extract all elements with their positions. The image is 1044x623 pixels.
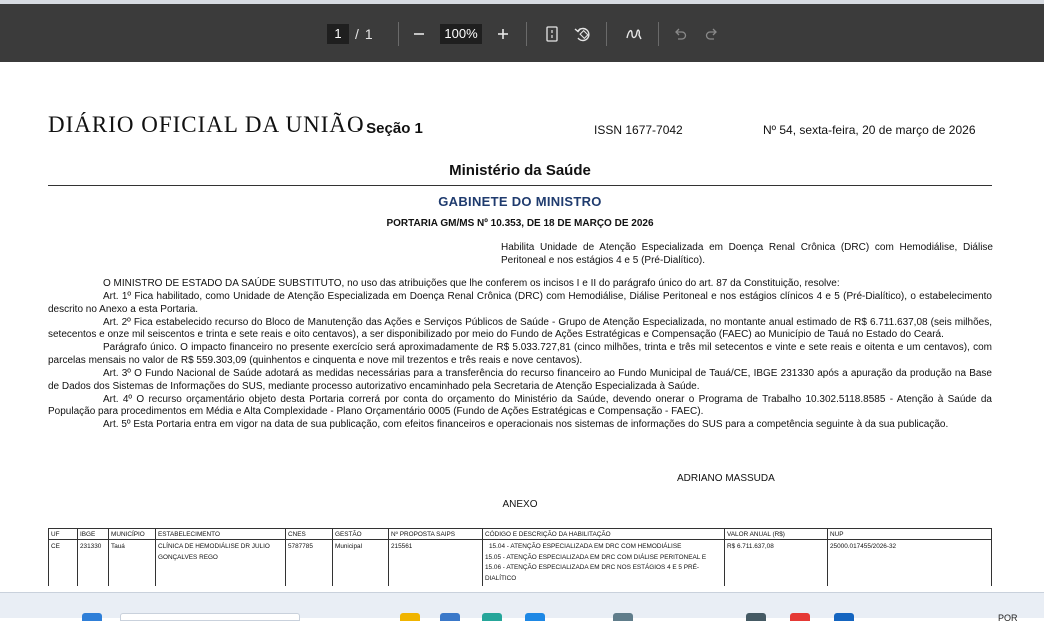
annex-header-row (49, 529, 992, 540)
os-taskbar (0, 592, 1044, 623)
table-row (49, 540, 992, 587)
paragraph-art2: Art. 2º Fica estabelecido recurso do Bloco de Manutenção das Ações e Serviços Públicos de Saúde - Grupo de Atenção Especializada, no montante anual estimado de R$ 6.711.637,08 (seis milhões, setecentos e onze mil seiscentos e trinta e sete reais e oito centavos), a ser disponibilizado por meio do Fundo de Ações Estratégicas e Compensação (FAEC) ao Município de Tauá no Estado do Ceará. (48, 316, 992, 341)
col-estabelecimento: ESTABELECIMENTO (156, 529, 286, 540)
cell-habilitacao (483, 540, 725, 587)
page-total: 1 (364, 26, 373, 42)
cell-gestao: Municipal (333, 540, 389, 587)
taskbar-app[interactable] (525, 613, 545, 621)
draw-button[interactable] (624, 22, 644, 46)
cell-cnes: 5787785 (286, 540, 333, 587)
portaria-title: PORTARIA GM/MS Nº 10.353, DE 18 DE MARÇO DE 2026 (386, 218, 654, 229)
paragraph-preamble: O MINISTRO DE ESTADO DA SAÚDE SUBSTITUTO, no uso das atribuições que lhe conferem os incisos I e II do parágrafo único do art. 87 da Constituição, resolve: (103, 278, 840, 289)
annex-title: ANEXO (502, 499, 538, 510)
zoom-level-input[interactable]: 100% (440, 24, 482, 44)
signature: ADRIANO MASSUDA (677, 473, 775, 484)
redo-icon (705, 28, 719, 40)
portaria-body (48, 278, 992, 432)
tray-language[interactable]: POR (998, 613, 1018, 623)
heading-rule (48, 185, 992, 186)
zoom-in-button[interactable] (494, 22, 512, 46)
taskbar-app-active[interactable] (790, 613, 810, 621)
cell-nup: 25000.017455/2026-32 (828, 540, 992, 587)
cell-ibge: 231330 (78, 540, 109, 587)
col-habilitacao: CÓDIGO E DESCRIÇÃO DA HABILITAÇÃO (483, 529, 725, 540)
col-uf: UF (49, 529, 78, 540)
issn: ISSN 1677-7042 (594, 123, 683, 137)
cell-valor: R$ 6.711.637,08 (725, 540, 828, 587)
habilitacao-line: DIALÍTICO (485, 574, 517, 582)
toolbar-divider (398, 22, 399, 46)
cell-municipio: Tauá (109, 540, 156, 587)
pdf-toolbar (0, 4, 1044, 62)
zoom-out-icon (413, 28, 425, 40)
taskbar-app-explorer[interactable] (400, 613, 420, 621)
cabinet-heading: GABINETE DO MINISTRO (438, 194, 602, 209)
cell-uf: CE (49, 540, 78, 587)
redo-button[interactable] (703, 22, 721, 46)
rotate-button[interactable] (573, 22, 593, 46)
taskbar-app[interactable] (746, 613, 766, 621)
col-gestao: GESTÃO (333, 529, 389, 540)
section-label: - Seção 1 (357, 120, 423, 137)
taskbar-app[interactable] (834, 613, 854, 621)
habilitacao-line: 15.04 - ATENÇÃO ESPECIALIZADA EM DRC COM HEMODIÁLISE (489, 543, 682, 550)
col-ibge: IBGE (78, 529, 109, 540)
ministry-heading: Ministério da Saúde (449, 162, 591, 179)
fit-page-icon (546, 26, 558, 42)
ementa: Habilita Unidade de Atenção Especializada em Doença Renal Crônica (DRC) com Hemodiálise, Diálise Peritoneal e nos estágios 4 e 5 (Pré-Dialítico). (501, 242, 993, 266)
page-separator: / (355, 26, 359, 42)
col-municipio: MUNICÍPIO (109, 529, 156, 540)
rotate-icon (574, 26, 592, 42)
col-valor: VALOR ANUAL (R$) (725, 529, 828, 540)
undo-icon (673, 28, 687, 40)
habilitacao-line: 15.06 - ATENÇÃO ESPECIALIZADA EM DRC NOS ESTÁGIOS 4 E 5 PRÉ- (485, 564, 700, 571)
toolbar-divider (606, 22, 607, 46)
paragraph-art3: Art. 3º O Fundo Nacional de Saúde adotará as medidas necessárias para a transferência do recurso financeiro ao Fundo Municipal de Tauá/CE, IBGE 231330 após a apuração da produção na Base de Dados dos Sistemas de Informações do SUS, mediante processo autorizativo encaminhado pela Secretaria de Atenção Especializada à Saúde. (48, 367, 992, 392)
taskbar-app[interactable] (482, 613, 502, 621)
toolbar-divider (526, 22, 527, 46)
col-nup: NUP (828, 529, 992, 540)
paragraph-art1: Art. 1º Fica habilitado, como Unidade de Atenção Especializada em Doença Renal Crônica (DRC) com Hemodiálise, Diálise Peritoneal e nos estágios clínicos 4 e 5 (Pré-Dialítico), o estabelecimento descrito no Anexo a esta Portaria. (48, 290, 992, 315)
habilitacao-line: 15.05 - ATENÇÃO ESPECIALIZADA EM DRC COM DIÁLISE PERITONEAL E (485, 553, 707, 561)
undo-button[interactable] (671, 22, 689, 46)
taskbar-app[interactable] (440, 613, 460, 621)
taskbar-app[interactable] (613, 613, 633, 621)
cell-proposta: 215561 (389, 540, 483, 587)
zoom-in-icon (497, 28, 509, 40)
fit-page-button[interactable] (543, 22, 561, 46)
paragraph-art5: Art. 5º Esta Portaria entra em vigor na data de sua publicação, com efeitos financeiros e operacionais nos sistemas de informações do SUS para a competência seguinte à da sua publicação. (103, 419, 949, 431)
paragraph-sole: Parágrafo único. O impacto financeiro no presente exercício será aproximadamente de R$ 5.033.727,81 (cinco milhões, trinta e três mil setecentos e vinte e sete reais e oitenta e um centavos), com parcelas mensais no valor de R$ 559.303,09 (quinhentos e cinquenta e nove mil trezentos e três reais e nove centavos). (48, 342, 992, 367)
taskbar-search-box[interactable] (120, 613, 300, 621)
newspaper-title: DIÁRIO OFICIAL DA UNIÃO (48, 112, 365, 137)
page-indicator (327, 24, 373, 44)
page-number-input[interactable]: 1 (327, 24, 349, 44)
paragraph-art4: Art. 4º O recurso orçamentário objeto desta Portaria correrá por conta do orçamento do Ministério da Saúde, devendo onerar o Programa de Trabalho 10.302.5118.8585 - Atenção à Saúde da População para procedimentos em Média e Alta Complexidade - Plano Orçamentário 0005 (Fundo de Ações Estratégicas e Compensação - FAEC). (48, 393, 992, 418)
annex-table (48, 528, 992, 586)
zoom-out-button[interactable] (410, 22, 428, 46)
toolbar-divider (658, 22, 659, 46)
cell-estabelecimento: CLÍNICA DE HEMODIÁLISE DR JULIO GONÇALVES REGO (156, 540, 286, 587)
col-cnes: CNES (286, 529, 333, 540)
issue-date: Nº 54, sexta-feira, 20 de março de 2026 (763, 123, 976, 137)
pdf-page (0, 62, 1044, 592)
col-proposta: Nº PROPOSTA SAIPS (389, 529, 483, 540)
draw-icon (625, 26, 643, 42)
start-button[interactable] (82, 613, 102, 621)
